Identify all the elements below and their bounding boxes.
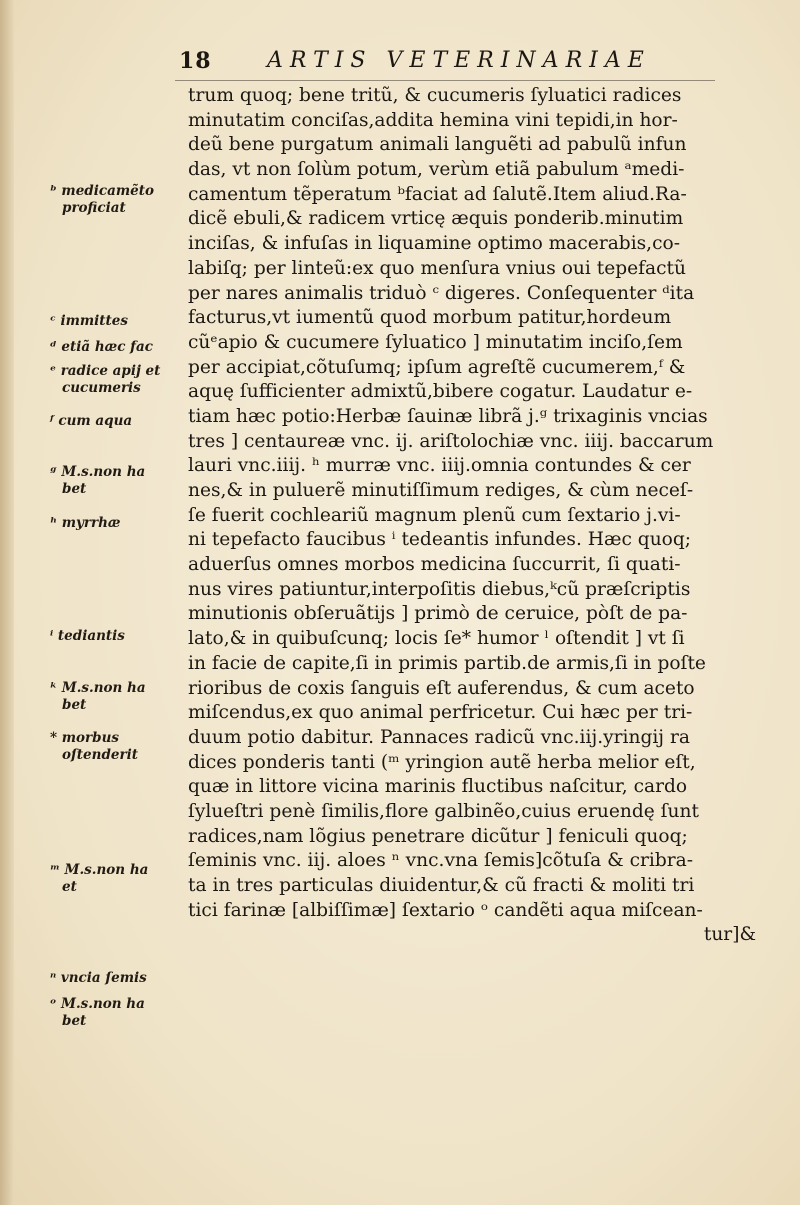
text-line: tres ] centaureæ vnc. ij. ariſtolochiæ vnc. iiij. baccarum [188, 430, 714, 452]
text-line: labiſq; per linteũ:ex quo menſura vnius oui tepefactũ [188, 257, 686, 279]
text-line: lato,& in quibuſcunq; locis ſe* humor ˡ oſtendit ] vt ſi [188, 628, 685, 650]
text-line: trum quoq; bene tritũ, & cucumeris ſyluatici radices [188, 85, 682, 106]
margin-note: ʰ myrrhæ [50, 515, 121, 531]
text-line: radices,nam lõgius penetrare dicũtur ] feniculi quoq; [188, 825, 688, 847]
page-number: 18 [179, 48, 212, 74]
page-header [175, 44, 715, 78]
margin-note: ᵈ etiã hæc fac [50, 339, 153, 355]
text-line: aquę ſufficienter admixtũ,bibere cogatur. Laudatur e- [188, 381, 693, 403]
margin-note: ᵏ M.s.non ha bet [50, 680, 146, 713]
text-line: ſylueſtri penè ſimilis,flore galbinẽo,cuius eruendę ſunt [188, 800, 699, 822]
text-line: minutatim conciſas,addita hemina vini tepidi,in hor- [188, 109, 678, 131]
text-line: nus vires patiuntur,interpoſitis diebus,ᵏcũ præſcriptis [188, 578, 691, 600]
text-line: facturus,vt iumentũ quod morbum patitur,hordeum [188, 307, 672, 329]
margin-note: ⁿ vncia ſemis [50, 970, 147, 986]
text-line-catchword: tur]& [703, 924, 756, 946]
text-line: tici farinæ [albiſſimæ] ſextario ᵒ candẽti aqua miſcean- [188, 899, 703, 921]
text-line: deũ bene purgatum animali languẽti ad pabulũ infun [188, 134, 687, 156]
text-line: quæ in littore vicina marinis fluctibus naſcitur, cardo [188, 776, 688, 798]
margin-note: ᵍ M.s.non ha bet [50, 464, 146, 497]
margin-note: ᶜ immittes [50, 313, 128, 329]
text-line: aduerſus omnes morbos medicina ſuccurrit, ſi quati- [188, 554, 681, 576]
text-line: duum potio dabitur. Pannaces radicũ vnc.iij.yringij ra [188, 726, 690, 748]
running-title: ARTIS VETERINARIAE [267, 48, 651, 73]
body-text [188, 84, 778, 948]
text-line: camentum tẽperatum ᵇfaciat ad ſalutẽ.Item aliud.Ra- [188, 183, 687, 205]
text-line: rioribus de coxis ſanguis eſt auferendus, & cum aceto [188, 677, 695, 699]
text-line: ſe fuerit cochleariũ magnum plenũ cum ſextario j.vi- [188, 504, 681, 526]
text-line: ſeminis vnc. iij. aloes ⁿ vnc.vna ſemis]cõtuſa & cribra- [188, 850, 694, 872]
text-line: ta in tres particulas diuidentur,& cũ fracti & moliti tri [188, 875, 695, 896]
margin-note: ⁱ tediantis [50, 628, 125, 644]
margin-note: ᵉ radice apij et cucumeris [50, 363, 161, 396]
text-line: tiam hæc potio:Herbæ ſauinæ librã j.ᵍ trixaginis vncias [188, 405, 708, 427]
margin-note: ᵒ M.s.non ha bet [50, 996, 145, 1029]
header-rule [175, 80, 715, 81]
margin-note: ᵇ medicamẽto proficiat [50, 183, 154, 216]
margin-note: * morbus oſtenderit [50, 730, 138, 763]
text-line: das, vt non ſolùm potum, verùm etiã pabulum ᵃmedi- [188, 159, 685, 181]
text-line: inciſas, & infuſas in liquamine optimo macerabis,co- [188, 233, 680, 255]
text-line: dices ponderis tanti (ᵐ yringion autẽ herba melior eſt, [188, 751, 696, 773]
text-line: cũᵉapio & cucumere ſyluatico ] minutatim inciſo,ſem [188, 331, 683, 353]
text-line: dicẽ ebuli,& radicem vrticę æquis ponderib.minutim [188, 208, 684, 230]
margin-note: ᵐ M.s.non ha et [50, 862, 149, 895]
text-line: per nares animalis triduò ᶜ digeres. Conſequenter ᵈita [188, 282, 695, 304]
margin-note: ᶠ cum aqua [50, 413, 133, 429]
text-line: per accipiat,cõtuſumq; ipſum agreſtẽ cucumerem,ᶠ & [188, 356, 686, 378]
text-line: in facie de capite,ſi in primis partib.de armis,ſi in poſte [188, 652, 706, 674]
text-line: miſcendus,ex quo animal perfricetur. Cui hæc per tri- [188, 702, 693, 724]
text-line: lauri vnc.iiij. ʰ murræ vnc. iiij.omnia contundes & cer [188, 455, 691, 477]
text-line: nes,& in puluerẽ minutiſſimum rediges, & cùm neceſ- [188, 480, 694, 501]
text-line: ni tepefacto faucibus ⁱ tedeantis infundes. Hæc quoq; [188, 529, 692, 551]
page-gutter [0, 0, 14, 1205]
text-line: minutionis obſeruãtijs ] primò de ceruice, pòſt de pa- [188, 603, 688, 625]
